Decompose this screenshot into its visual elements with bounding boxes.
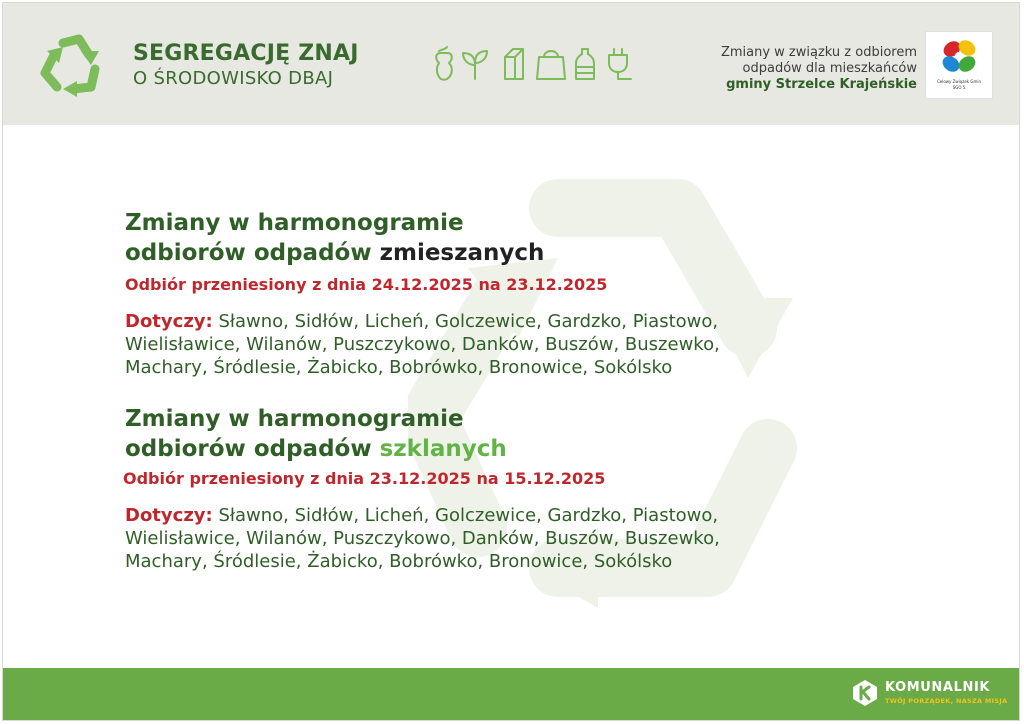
header-info-line-3: gminy Strzelce Krajeńskie: [726, 77, 917, 92]
notice-title-line-1: Zmiany w harmonogramie: [125, 210, 464, 236]
affected-places-lead: Dotyczy:: [125, 505, 213, 526]
bottle-icon: [576, 49, 594, 79]
notice-title-accent: zmieszanych: [379, 240, 545, 266]
affected-places: [125, 310, 720, 379]
komunalnik-mark-icon: [851, 679, 879, 707]
notice-title-accent: szklanych: [379, 436, 507, 462]
brand-logo: [851, 678, 1008, 710]
header-banner: [3, 3, 1019, 125]
hands-logo-icon: [937, 36, 981, 78]
notice-title-line-2: [125, 238, 720, 268]
brand-tagline: TWÓJ PORZĄDEK, NASZA MISJA: [885, 697, 1008, 705]
slogan: [133, 41, 359, 91]
header-info-line-2: odpadów dla mieszkańców: [742, 61, 917, 76]
partner-logo: [925, 31, 993, 99]
slogan-line-2: O ŚRODOWISKO DBAJ: [133, 68, 334, 89]
plastic-bag-icon: [537, 51, 565, 79]
plug-icon: [609, 49, 631, 79]
pickup-moved-date: Odbiór przeniesiony z dnia 24.12.2025 na 23.12.2025: [125, 275, 608, 294]
notice-title-line-1: Zmiany w harmonogramie: [125, 406, 464, 432]
notice-title-prefix: odbiorów odpadów: [125, 240, 380, 266]
apple-core-icon: [436, 47, 452, 80]
notice-mixed-waste: [125, 208, 720, 379]
brand-name: KOMUNALNIK: [885, 680, 991, 695]
poster: [2, 2, 1020, 721]
affected-places: [125, 504, 720, 573]
header-info: [721, 45, 917, 93]
notice-title-line-2: [125, 434, 720, 464]
affected-places-line-2: Wielisławice, Wilanów, Puszczykowo, Danków, Buszów, Buszewko,: [125, 528, 720, 549]
slogan-line-1: SEGREGACJĘ ZNAJ: [133, 41, 359, 66]
milk-carton-icon: [505, 49, 523, 79]
affected-places-line-1: Sławno, Sidłów, Licheń, Golczewice, Gardzko, Piastowo,: [212, 505, 719, 526]
waste-icons-row: [431, 45, 637, 85]
header-info-line-1: Zmiany w związku z odbiorem: [720, 45, 917, 60]
affected-places-line-3: Machary, Śródlesie, Żabicko, Bobrówko, Bronowice, Sokólsko: [125, 357, 673, 378]
affected-places-lead: Dotyczy:: [125, 311, 213, 332]
footer-banner: [3, 668, 1019, 720]
affected-places-line-2: Wielisławice, Wilanów, Puszczykowo, Danków, Buszów, Buszewko,: [125, 334, 720, 355]
partner-logo-line-1: Celowy Związek Gmin: [936, 79, 982, 84]
partner-logo-line-2: SGO 5: [952, 85, 966, 90]
sprout-icon: [463, 51, 487, 79]
notice-title-prefix: odbiorów odpadów: [125, 436, 380, 462]
pickup-moved-date: Odbiór przeniesiony z dnia 23.12.2025 na 15.12.2025: [123, 469, 606, 488]
notice-glass-waste: [125, 404, 720, 573]
affected-places-line-3: Machary, Śródlesie, Żabicko, Bobrówko, Bronowice, Sokólsko: [125, 551, 673, 572]
affected-places-line-1: Sławno, Sidłów, Licheń, Golczewice, Gardzko, Piastowo,: [212, 311, 719, 332]
recycle-logo-icon: [37, 29, 111, 101]
